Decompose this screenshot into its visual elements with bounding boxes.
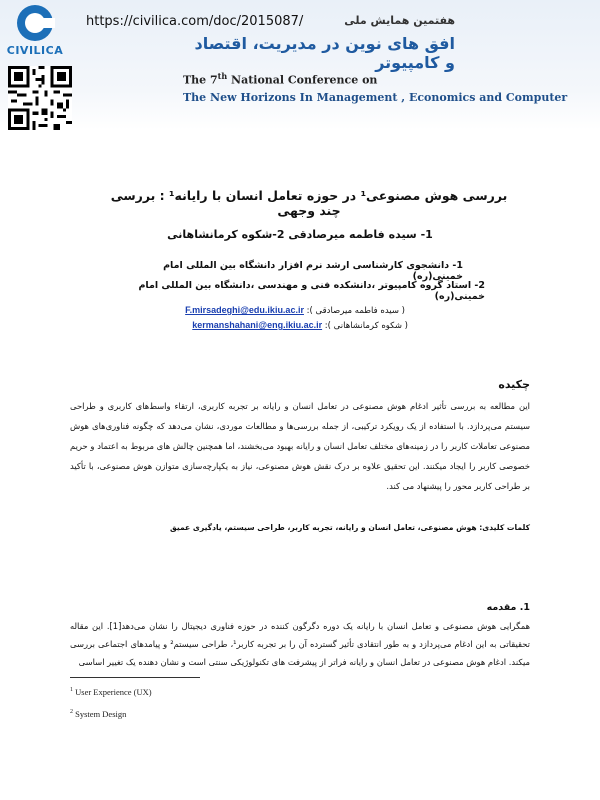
conference-edition-fa: هفتمین همایش ملی: [344, 14, 455, 27]
affiliation-2: 2- استاد گروه کامپیوتر ،دانشکده فنی و مهندسی ،دانشگاه بین المللی امام خمینی(ره): [138, 280, 485, 302]
civilica-logo[interactable]: [5, 5, 65, 63]
footnote-2: $^2$ System Design: [70, 709, 127, 719]
footnote-divider: [70, 677, 200, 678]
conference-edition-en: The 7th National Conference on: [183, 71, 378, 87]
logo-text: CIVILICA: [6, 44, 64, 57]
keywords: کلمات کلیدی: هوش مصنوعی، تعامل انسان و رایانه، تجربه کاربر، طراحی سیستم، یادگیری عمیق: [170, 523, 530, 532]
introduction-text: همگرایی هوش مصنوعی و تعامل انسان با رایانه یک دوره دگرگون کننده در حوزه فناوری دیجیتال را نشان می‌دهد[1]. این مقاله تحقیقاتی به این ادغام می‌پردازد و به طور انتقادی تأثیر گسترده آن را بر تجربه کاربر¹، طراحی سیستم² و پیامدهای اجتماعی بررسی میکند. ادغام هوش مصنوعی در تعامل انسان و رایانه فراتر از پیشرفت های تکنولوژیکی سنتی است و نشان دهنده یک تغییر اساسی: [70, 621, 530, 667]
email-link-1[interactable]: F.mirsadeghi@edu.ikiu.ac.ir: [185, 305, 304, 315]
conference-title-en: The New Horizons In Management , Economics and Computer: [183, 91, 568, 104]
civilica-c-icon: [17, 5, 53, 41]
introduction-heading: 1. مقدمه: [486, 602, 530, 613]
email-row-2: [180, 320, 408, 331]
email-link-2[interactable]: kermanshahani@eng.ikiu.ac.ir: [192, 320, 323, 330]
email-label-1: ( سیده فاطمه میرصادقی ):: [306, 306, 405, 316]
document-url[interactable]: https://civilica.com/doc/2015087/: [86, 14, 304, 29]
abstract-heading: چکیده: [498, 378, 530, 391]
footnote-1: $^1$ User Experience (UX): [70, 687, 152, 697]
paper-title: بررسی هوش مصنوعی¹ در حوزه تعامل انسان با رایانه¹ : بررسی چند وجهی: [110, 188, 508, 218]
paper-authors: 1- سیده فاطمه میرصادقی 2-شکوه کرمانشاهانی: [167, 228, 433, 241]
qr-code-icon[interactable]: [8, 66, 72, 130]
email-row-1: [180, 305, 405, 316]
conference-title-fa: افق های نوین در مدیریت، اقتصاد و کامپیوتر: [194, 34, 455, 72]
abstract-text: این مطالعه به بررسی تأثیر ادغام هوش مصنوعی در تعامل انسان و رایانه بر تجربه کاربری، ارتقاء واسط‌های کاربری و طراحی سیستم می‌پردازد. با استفاده از یک رویکرد ترکیبی، از جمله بررسی‌ها و مطالعات موردی، نشان می‌دهد که چگونه فناوری‌های هوش مصنوعی تعاملات کاربر را در زمینه‌های مختلف تعامل انسان و رایانه بهبود می‌بخشند، اما همچنین چالش های مربوط به اعتماد و حریم خصوصی کاربر را ایجاد میکنند. این تحقیق علاوه بر درک نقش هوش مصنوعی، نیاز به یکپارچه‌سازی متوازن هوش مصنوعی، با تأکید بر طراحی کاربر محور را پیشنهاد می کند.: [70, 401, 530, 491]
affiliation-1: 1- دانشجوی کارشناسی ارشد نرم افزار دانشگاه بین المللی امام خمینی(ره): [163, 260, 463, 282]
email-label-2: ( شکوه کرمانشاهانی ):: [324, 321, 408, 331]
